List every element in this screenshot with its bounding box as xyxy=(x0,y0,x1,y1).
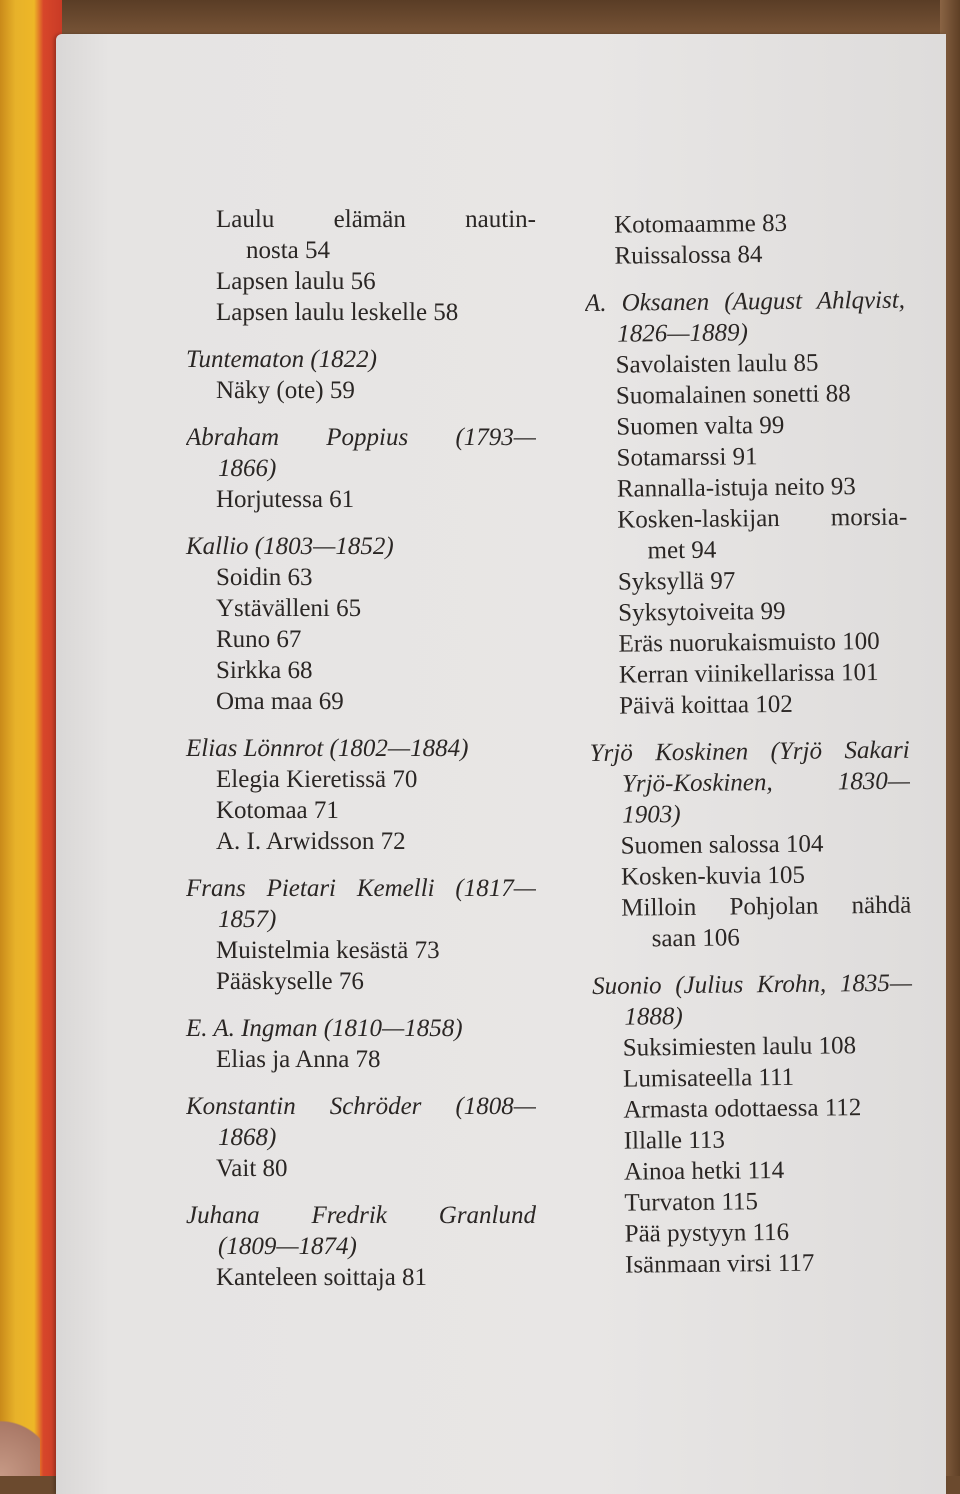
toc-entry: Suomen valta 99 xyxy=(616,411,785,441)
author-heading: Yrjö-Koskinen, 1830— xyxy=(621,767,911,798)
toc-entry: Turvaton 115 xyxy=(624,1188,759,1217)
toc-entry: Lumisateella 111 xyxy=(622,1063,795,1093)
toc-entry: saan 106 xyxy=(651,924,740,953)
toc-entry: Elegia Kieretissä 70 xyxy=(216,766,418,793)
toc-entry: Oma maa 69 xyxy=(216,688,344,715)
toc-entry: met 94 xyxy=(647,536,717,565)
toc-entry: Runo 67 xyxy=(216,626,302,653)
toc-entry: Suksimiesten laulu 108 xyxy=(622,1032,857,1062)
toc-entry: Sirkka 68 xyxy=(216,657,313,684)
background-table xyxy=(0,0,960,38)
toc-entry: Illalle 113 xyxy=(623,1126,726,1155)
author-heading: Yrjö Koskinen (Yrjö Sakari xyxy=(589,736,910,767)
toc-entry: Eräs nuorukaismuisto 100 xyxy=(618,627,880,658)
toc-author-group xyxy=(186,1091,536,1184)
toc-entry: Savolaisten laulu 85 xyxy=(615,349,819,379)
toc-author-group xyxy=(590,735,912,955)
toc-entry: A. I. Arwidsson 72 xyxy=(216,828,406,855)
toc-author-group xyxy=(186,1200,536,1293)
author-heading: Juhana Fredrik Granlund xyxy=(186,1202,536,1229)
toc-entry: Päivä koittaa 102 xyxy=(619,690,793,720)
author-heading: Suonio (Julius Krohn, 1835— xyxy=(591,969,913,1000)
toc-entry: Kosken-laskijan morsia- xyxy=(617,503,908,534)
toc-entry: Syksyllä 97 xyxy=(617,567,736,596)
toc-author-group xyxy=(186,733,536,857)
toc-entry: Suomalainen sonetti 88 xyxy=(615,380,851,410)
author-heading: 1857) xyxy=(218,906,277,933)
toc-entry: Kanteleen soittaja 81 xyxy=(216,1264,428,1291)
author-heading: 1903) xyxy=(622,801,681,829)
toc-entry: Ainoa hetki 114 xyxy=(623,1156,785,1186)
toc-author-group xyxy=(186,531,536,717)
toc-entry: Ystävälleni 65 xyxy=(216,595,362,622)
toc-author-group xyxy=(186,1013,536,1075)
toc-entry: Rannalla-istuja neito 93 xyxy=(616,473,856,503)
toc-author-group xyxy=(186,344,536,406)
author-heading: A. Oksanen (August Ahlqvist, xyxy=(584,286,906,317)
toc-column-right xyxy=(584,207,915,1297)
author-heading: 1826—1889) xyxy=(617,319,748,348)
toc-entry: Muistelmia kesästä 73 xyxy=(216,937,440,964)
toc-author-group xyxy=(186,422,536,515)
author-heading: 1868) xyxy=(218,1124,277,1151)
author-heading: 1866) xyxy=(218,455,277,482)
toc-entry: Kotomaa 71 xyxy=(216,797,339,824)
author-heading: Frans Pietari Kemelli (1817— xyxy=(186,875,536,902)
author-heading: Abraham Poppius (1793— xyxy=(186,424,536,451)
toc-entry: Lapsen laulu 56 xyxy=(216,268,376,295)
toc-author-group xyxy=(186,204,536,328)
toc-author-group xyxy=(186,873,536,997)
book-cover-edge xyxy=(0,0,62,1476)
toc-author-group xyxy=(584,207,905,272)
toc-entry: Elias ja Anna 78 xyxy=(216,1046,381,1073)
toc-entry: Ruissalossa 84 xyxy=(614,241,763,270)
toc-entry: Horjutessa 61 xyxy=(216,486,355,513)
author-heading: Tuntematon (1822) xyxy=(186,346,377,373)
toc-entry: Armasta odottaessa 112 xyxy=(623,1094,862,1124)
toc-entry: nosta 54 xyxy=(246,237,331,264)
toc-entry: Pää pystyyn 116 xyxy=(624,1218,790,1248)
author-heading: (1809—1874) xyxy=(218,1233,357,1260)
toc-entry: Milloin Pohjolan nähdä xyxy=(621,891,912,922)
toc-entry: Laulu elämän nautin- xyxy=(216,206,536,233)
toc-entry: Syksytoiveita 99 xyxy=(618,597,786,627)
toc-author-group xyxy=(592,968,915,1281)
author-heading: Kallio (1803—1852) xyxy=(186,533,394,560)
toc-entry: Kerran viinikellarissa 101 xyxy=(618,658,879,689)
toc-entry: Vait 80 xyxy=(216,1155,288,1182)
thumb xyxy=(0,1410,40,1476)
author-heading: Elias Lönnrot (1802—1884) xyxy=(186,735,469,762)
toc-entry: Suomen salossa 104 xyxy=(620,830,824,860)
author-heading: E. A. Ingman (1810—1858) xyxy=(186,1015,463,1042)
toc-entry: Kosken-kuvia 105 xyxy=(620,861,806,891)
author-heading: 1888) xyxy=(624,1003,683,1031)
toc-entry: Näky (ote) 59 xyxy=(216,377,355,404)
toc-entry: Kotomaamme 83 xyxy=(614,209,788,239)
toc-entry: Pääskyselle 76 xyxy=(216,968,364,995)
toc-entry: Isänmaan virsi 117 xyxy=(624,1249,815,1279)
author-heading: Konstantin Schröder (1808— xyxy=(186,1093,536,1120)
toc-entry: Soidin 63 xyxy=(216,564,313,591)
toc-column-left xyxy=(186,204,536,1309)
toc-author-group xyxy=(585,285,910,722)
toc-entry: Lapsen laulu leskelle 58 xyxy=(216,299,459,326)
toc-entry: Sotamarssi 91 xyxy=(616,443,758,472)
